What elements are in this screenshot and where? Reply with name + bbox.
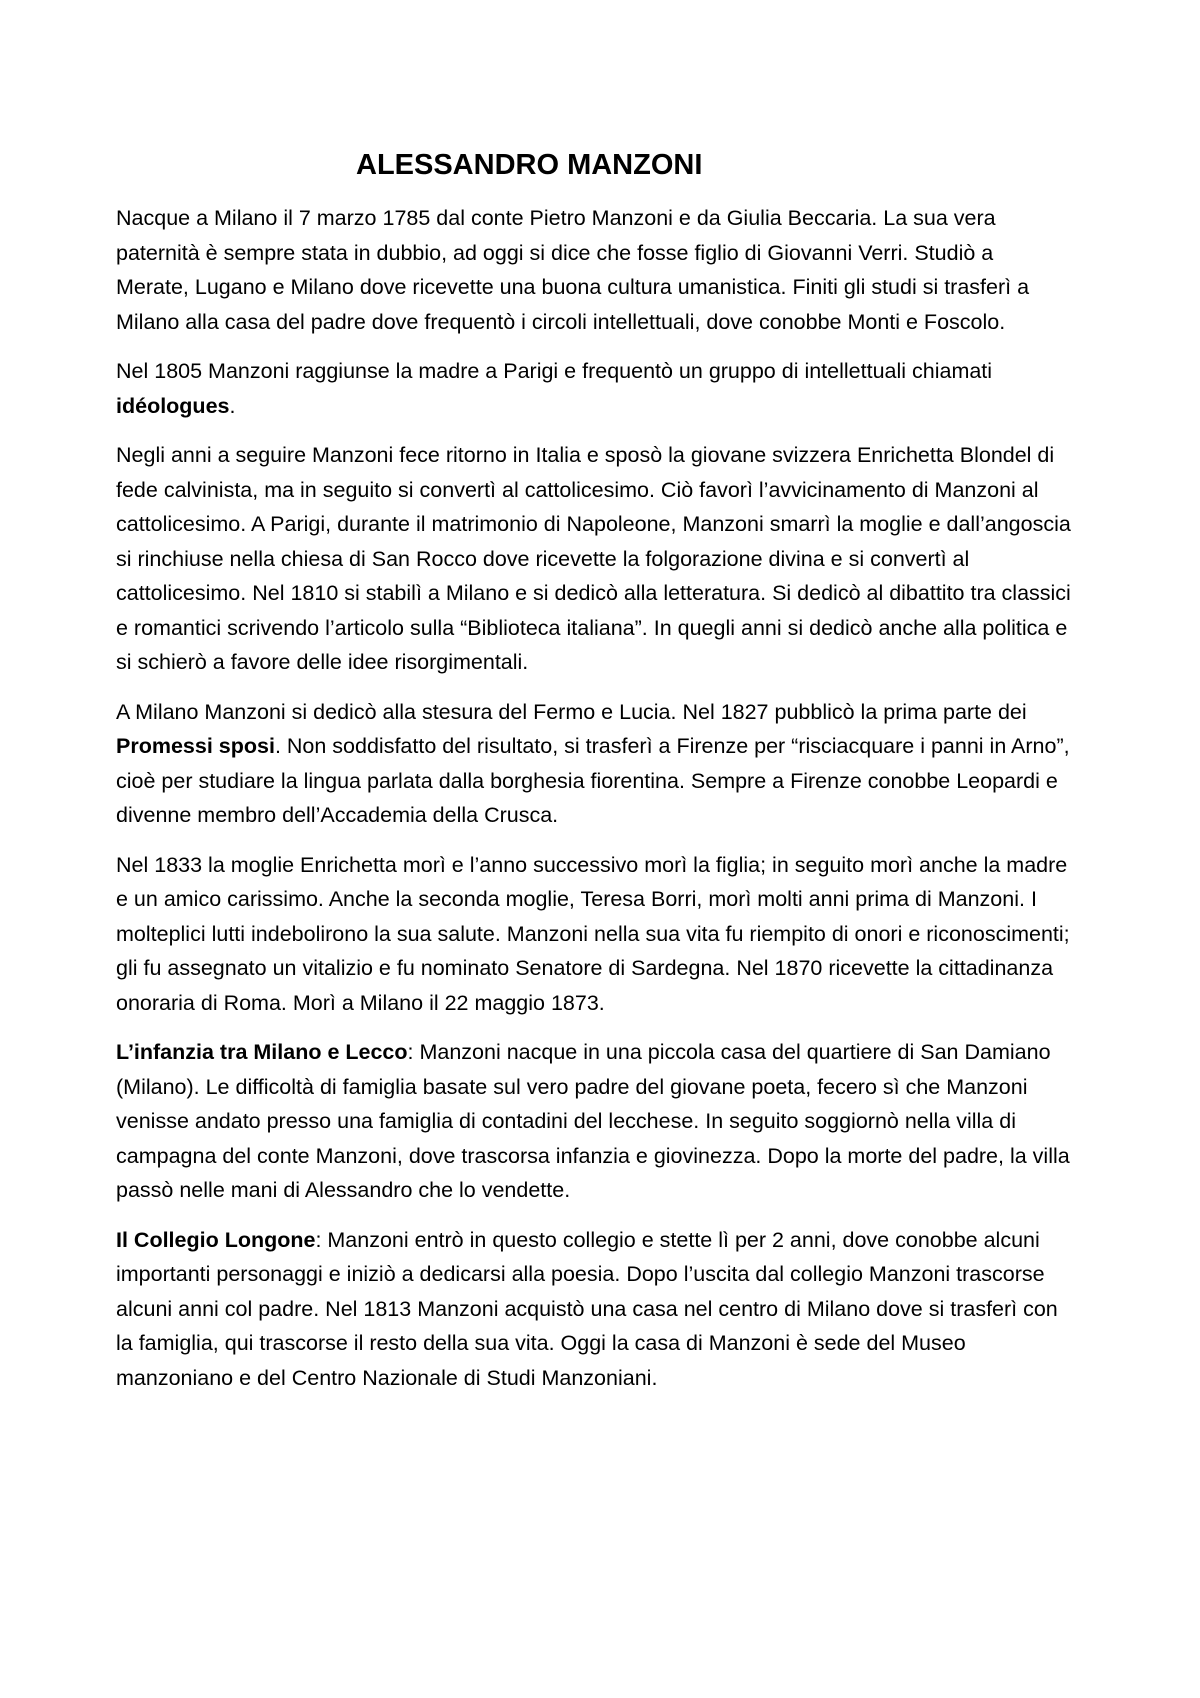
paragraph-text: A Milano Manzoni si dedicò alla stesura del Fermo e Lucia. Nel 1827 pubblicò la prima parte dei [116, 699, 1027, 724]
section-heading: Il Collegio Longone [116, 1227, 316, 1252]
paragraph-text: : Manzoni nacque in una piccola casa del quartiere di San Damiano (Milano). Le difficoltà di famiglia basate sul vero padre del giovane poeta, fecero sì che Manzoni venisse andato presso una famiglia di contadini del lecchese. In seguito soggiornò nella villa di campagna del conte Manzoni, dove trascorsa infanzia e giovinezza. Dopo la morte del padre, la villa passò nelle mani di Alessandro che lo vendette. [116, 1040, 1070, 1202]
paragraph-later-life [116, 848, 1071, 1021]
paragraph-birth [116, 201, 1071, 339]
bold-term: idéologues [116, 393, 230, 418]
paragraph-paris [116, 354, 1071, 423]
document-title: ALESSANDRO MANZONI [356, 149, 703, 181]
paragraph-childhood [116, 1035, 1071, 1208]
paragraph-marriage [116, 438, 1071, 680]
bold-term: Promessi sposi [116, 734, 275, 758]
section-heading: L’infanzia tra Milano e Lecco [116, 1040, 408, 1064]
document-page [116, 145, 1071, 1645]
paragraph-text: Nel 1833 la moglie Enrichetta morì e l’anno successivo morì la figlia; in seguito morì anche la madre e un amico carissimo. Anche la seconda moglie, Teresa Borri, morì molti anni prima di Manzoni. I molteplici lutti indebolirono la sua salute. Manzoni nella sua vita fu riempito di onori e riconoscimenti; gli fu assegnato un vitalizio e fu nominato Senatore di Sardegna. Nel 1870 ricevette la cittadinanza onoraria di Roma. Morì a Milano il 22 maggio 1873. [116, 852, 1070, 1015]
paragraph-collegio [116, 1223, 1071, 1396]
paragraph-text: . [229, 393, 236, 418]
paragraph-text: Negli anni a seguire Manzoni fece ritorno in Italia e sposò la giovane svizzera Enrichetta Blondel di fede calvinista, ma in seguito si convertì al cattolicesimo. Ciò favorì l’avvicinamento di Manzoni al cattolicesimo. A Parigi, durante il matrimonio di Napoleone, Manzoni smarrì la moglie e dall’angoscia si rinchiuse nella chiesa di San Rocco dove ricevette la folgorazione divina e si convertì al cattolicesimo. Nel 1810 si stabilì a Milano e si dedicò alla letteratura. Si dedicò al dibattito tra classici e romantici scrivendo l’articolo sulla “Biblioteca italiana”. In quegli anni si dedicò anche alla politica e si schierò a favore delle idee risorgimentali. [116, 443, 1071, 674]
paragraph-text: Nacque a Milano il 7 marzo 1785 dal conte Pietro Manzoni e da Giulia Beccaria. La sua vera paternità è sempre stata in dubbio, ad oggi si dice che fosse figlio di Giovanni Verri. Studiò a Merate, Lugano e Milano dove ricevette una buona cultura umanistica. Finiti gli studi si trasferì a Milano alla casa del padre dove frequentò i circoli intellettuali, dove conobbe Monti e Foscolo. [116, 206, 1030, 334]
paragraph-text: . Non soddisfatto del risultato, si trasferì a Firenze per “risciacquare i panni in Arno”, cioè per studiare la lingua parlata dalla borghesia fiorentina. Sempre a Firenze conobbe Leopardi e divenne membro dell’Accademia della Crusca. [116, 734, 1070, 827]
paragraph-text: Nel 1805 Manzoni raggiunse la madre a Parigi e frequentò un gruppo di intellettuali chiamati [116, 359, 993, 383]
paragraph-text: : Manzoni entrò in questo collegio e stette lì per 2 anni, dove conobbe alcuni importanti personaggi e iniziò a dedicarsi alla poesia. Dopo l’uscita dal collegio Manzoni trascorse alcuni anni col padre. Nel 1813 Manzoni acquistò una casa nel centro di Milano dove si trasferì con la famiglia, qui trascorse il resto della sua vita. Oggi la casa di Manzoni è sede del Museo manzoniano e del Centro Nazionale di Studi Manzoniani. [116, 1227, 1058, 1390]
paragraph-promessi-sposi [116, 695, 1071, 833]
